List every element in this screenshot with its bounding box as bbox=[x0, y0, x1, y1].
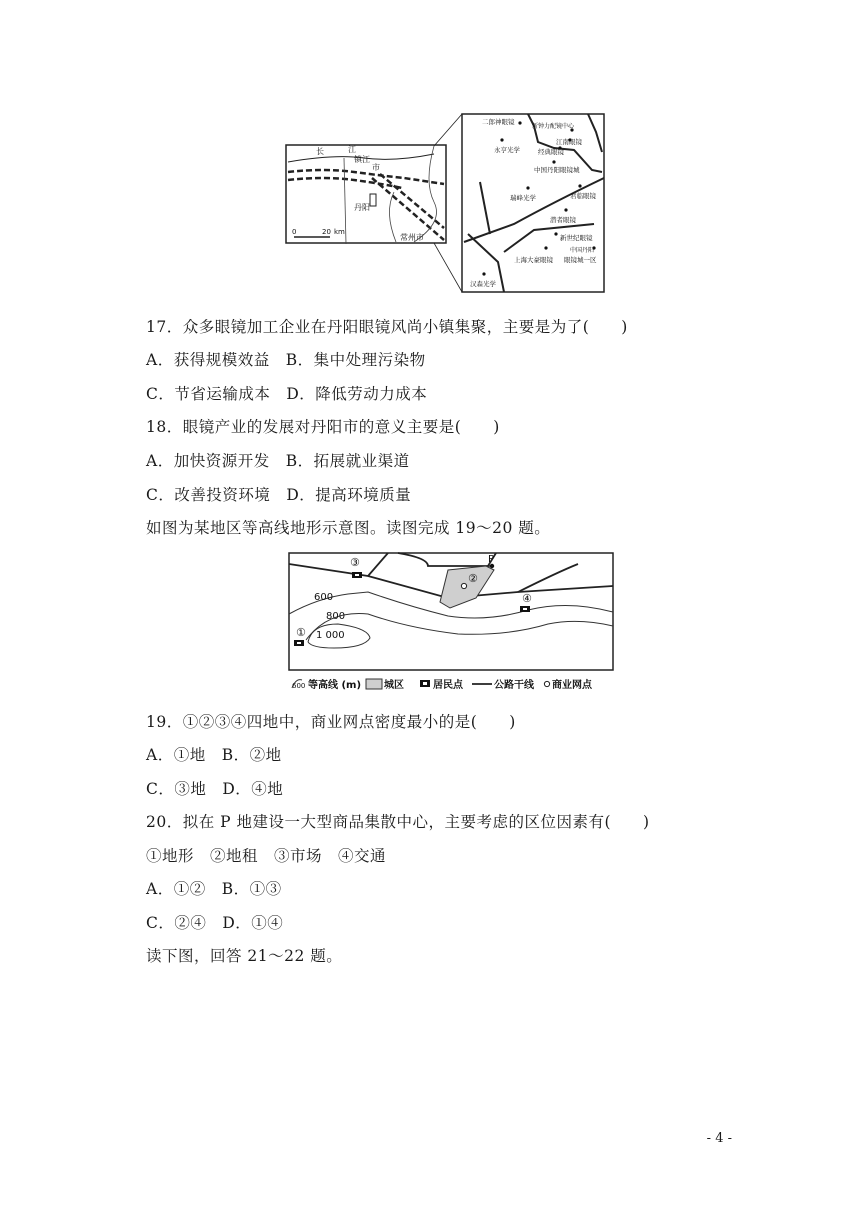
scale-zero: 0 bbox=[292, 228, 297, 236]
legend-contour-label: 等高线 (m) bbox=[308, 680, 362, 691]
detail-road-2 bbox=[588, 114, 602, 152]
question-19-options-ab: A．①地 B．②地 bbox=[146, 746, 282, 764]
contour-label-600: 600 bbox=[314, 592, 334, 603]
scale-unit: km bbox=[334, 228, 345, 236]
legend-commercial-label: 商业网点 bbox=[552, 680, 592, 691]
danyang-map-figure bbox=[284, 112, 606, 296]
shop-dot bbox=[518, 121, 521, 124]
point-label-1: ① bbox=[296, 626, 306, 639]
point-label-4: ④ bbox=[522, 592, 532, 605]
shop-dot bbox=[482, 272, 485, 275]
page-number: - 4 - bbox=[706, 1131, 732, 1146]
question-17-options-ab: A．获得规模效益 B．集中处理污染物 bbox=[146, 351, 426, 369]
danyang-locator bbox=[370, 194, 376, 206]
question-20-factors: ①地形 ②地租 ③市场 ④交通 bbox=[146, 847, 387, 865]
shop-label: 眼镜城一区 bbox=[564, 256, 597, 264]
zhenjiang-label: 镇江 bbox=[354, 155, 370, 164]
shop-label: 汉森光学 bbox=[470, 280, 496, 288]
legend-city-label: 城区 bbox=[384, 680, 404, 691]
point-label-2: ② bbox=[468, 572, 478, 585]
question-18-stem: 18．眼镜产业的发展对丹阳市的意义主要是( ) bbox=[146, 418, 500, 436]
zoom-connector-bottom bbox=[434, 243, 462, 292]
shop-label: 瑞峰光学 bbox=[510, 194, 536, 202]
question-18-options-ab: A．加快资源开发 B．拓展就业渠道 bbox=[146, 452, 410, 470]
zhenjiang-shi-label: 市 bbox=[372, 163, 380, 172]
changzhou-label: 常州市 bbox=[400, 233, 424, 242]
legend-road-label: 公路干线 bbox=[494, 680, 534, 691]
shop-label: 江南眼镜 bbox=[556, 138, 582, 146]
boundary-line-2 bbox=[414, 146, 437, 242]
contour-label-800: 800 bbox=[326, 611, 346, 622]
question-17-options-cd: C．节省运输成本 D．降低劳动力成本 bbox=[146, 385, 428, 403]
question-20-stem: 20．拟在 P 地建设一大型商品集散中心，主要考虑的区位因素有( ) bbox=[146, 813, 650, 831]
point-p-label: P bbox=[488, 554, 495, 565]
shop-dot bbox=[564, 208, 567, 211]
legend-commercial-icon bbox=[544, 681, 549, 686]
contour-map-figure bbox=[288, 552, 616, 694]
river-label-jiang: 江 bbox=[348, 145, 356, 154]
shop-label: 经典眼镜 bbox=[538, 148, 564, 156]
danyang-label: 丹阳 bbox=[354, 203, 370, 212]
scale-twenty: 20 bbox=[322, 228, 331, 236]
question-20-options-cd: C．②④ D．①④ bbox=[146, 914, 284, 932]
shop-dot bbox=[552, 160, 555, 163]
highway-branch-2 bbox=[398, 553, 496, 566]
shop-label: 上海大豪眼镜 bbox=[514, 256, 553, 264]
city-district bbox=[440, 566, 494, 608]
question-19-stem: 19．①②③④四地中，商业网点密度最小的是( ) bbox=[146, 713, 516, 731]
legend-city-swatch bbox=[366, 679, 382, 689]
question-18-options-cd: C．改善投资环境 D．提高环境质量 bbox=[146, 486, 412, 504]
shop-label: 二郎神眼镜 bbox=[482, 118, 515, 126]
intro-21-22: 读下图，回答 21～22 题。 bbox=[146, 947, 343, 965]
legend-contour-number: 600 bbox=[292, 682, 306, 690]
zoom-connector-top bbox=[434, 114, 462, 146]
shop-label: 永亨光学 bbox=[494, 146, 520, 154]
detail-road-3 bbox=[480, 182, 490, 234]
boundary-line-3 bbox=[389, 192, 396, 242]
commercial-outlet-icon bbox=[461, 583, 466, 588]
point-label-3: ③ bbox=[350, 556, 360, 569]
shop-dot bbox=[554, 232, 557, 235]
shop-label: 新钟力配镜中心 bbox=[532, 123, 575, 130]
intro-19-20: 如图为某地区等高线地形示意图。读图完成 19～20 题。 bbox=[146, 519, 551, 537]
shop-dot bbox=[500, 138, 503, 141]
contour-label-1000: 1 000 bbox=[316, 630, 345, 641]
highway-branch-1 bbox=[368, 553, 388, 576]
legend-settlement-inner bbox=[423, 682, 427, 685]
shop-label: 潜者眼镜 bbox=[550, 216, 576, 224]
question-20-options-ab: A．①② B．①③ bbox=[146, 880, 282, 898]
legend-settlement-label: 居民点 bbox=[433, 680, 463, 691]
settlement-icon-inner bbox=[355, 574, 359, 576]
shop-dot bbox=[526, 186, 529, 189]
shop-dot bbox=[544, 246, 547, 249]
river-label-chang: 长 bbox=[316, 147, 324, 156]
railway-diagonal bbox=[372, 178, 444, 240]
highway-branch-3 bbox=[518, 564, 578, 592]
shop-dot bbox=[578, 184, 581, 187]
shop-label: 新世纪眼镜 bbox=[560, 234, 593, 242]
question-17-stem: 17．众多眼镜加工企业在丹阳眼镜风尚小镇集聚，主要是为了( ) bbox=[146, 318, 628, 336]
question-19-options-cd: C．③地 D．④地 bbox=[146, 780, 284, 798]
settlement-icon-inner bbox=[297, 642, 301, 644]
shop-label: 君临眼镜 bbox=[570, 192, 596, 200]
shop-label: 中国丹阳眼镜城 bbox=[534, 166, 580, 174]
settlement-icon-inner bbox=[523, 608, 527, 610]
shop-label: 中国丹阳 bbox=[570, 247, 595, 254]
